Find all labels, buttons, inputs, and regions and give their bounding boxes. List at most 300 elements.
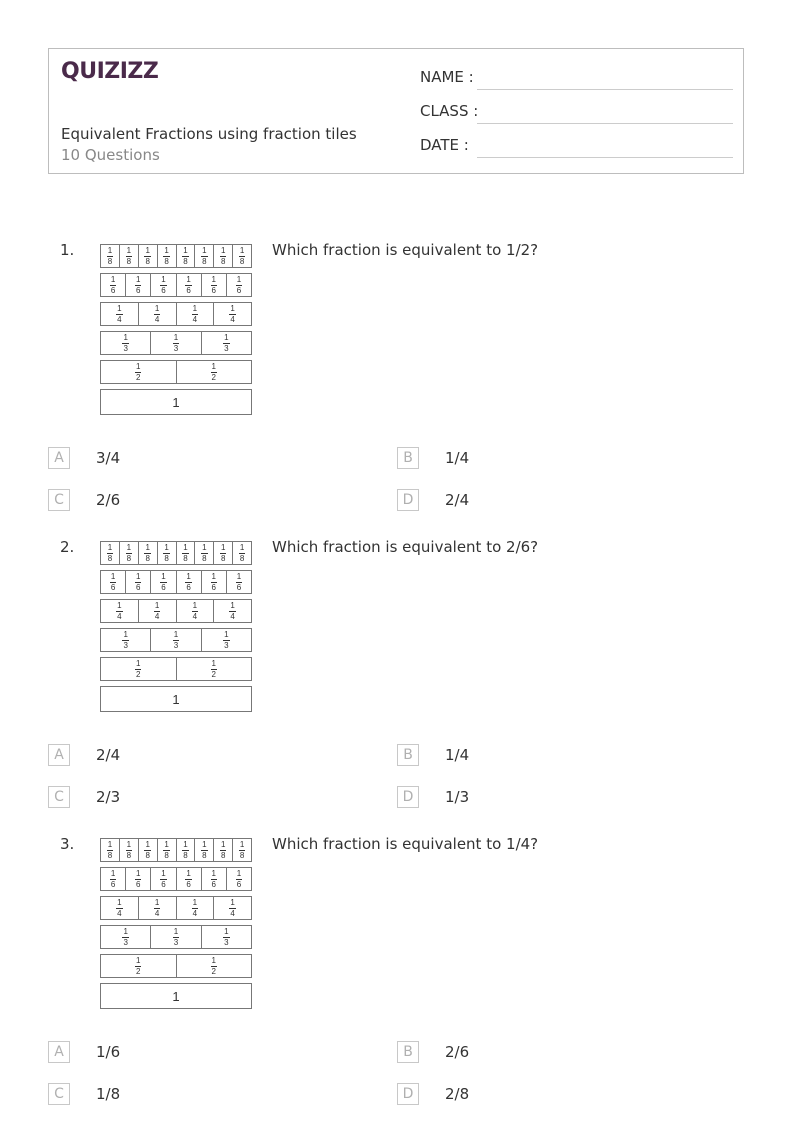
tile-fraction bbox=[107, 544, 113, 563]
tile-denominator: 8 bbox=[126, 256, 132, 266]
tile-denominator: 3 bbox=[224, 640, 229, 650]
tile-denominator: 8 bbox=[183, 850, 188, 860]
tile-denominator: 4 bbox=[192, 314, 198, 324]
tile-fraction bbox=[223, 631, 229, 650]
class-label: CLASS : bbox=[420, 102, 479, 120]
tile-fraction bbox=[144, 841, 150, 860]
fraction-tile bbox=[176, 599, 215, 623]
whole-tile bbox=[100, 686, 252, 712]
option-letter-box[interactable]: A bbox=[48, 1041, 70, 1063]
tile-denominator: 4 bbox=[117, 908, 122, 918]
tile-fraction bbox=[192, 602, 198, 621]
whole-label: 1 bbox=[172, 394, 180, 410]
option-letter-box[interactable]: B bbox=[397, 1041, 419, 1063]
tile-denominator: 6 bbox=[211, 285, 216, 295]
fraction-tile bbox=[176, 838, 196, 862]
tile-numerator: 1 bbox=[123, 926, 128, 936]
fraction-tile bbox=[176, 302, 215, 326]
tile-fraction bbox=[229, 602, 235, 621]
fraction-tile bbox=[232, 244, 252, 268]
tile-denominator: 4 bbox=[192, 908, 198, 918]
fraction-tile bbox=[176, 273, 202, 297]
option-letter-box[interactable]: C bbox=[48, 489, 70, 511]
tile-denominator: 8 bbox=[145, 553, 150, 563]
tile-fraction bbox=[182, 544, 188, 563]
fraction-tile bbox=[226, 867, 252, 891]
tile-numerator: 1 bbox=[136, 955, 141, 965]
tile-numerator: 1 bbox=[224, 332, 229, 342]
tile-fraction bbox=[192, 899, 198, 918]
tile-numerator: 1 bbox=[145, 542, 150, 552]
tile-numerator: 1 bbox=[211, 361, 216, 371]
tile-row-whole bbox=[100, 983, 252, 1009]
tile-denominator: 6 bbox=[136, 879, 141, 889]
tile-fraction bbox=[185, 573, 191, 592]
tile-numerator: 1 bbox=[136, 658, 141, 668]
option-letter-box[interactable]: D bbox=[397, 786, 419, 808]
fraction-tile bbox=[138, 302, 177, 326]
tile-denominator: 8 bbox=[183, 553, 188, 563]
tile-fraction bbox=[110, 870, 116, 889]
tile-denominator: 6 bbox=[136, 285, 141, 295]
tile-denominator: 6 bbox=[136, 582, 141, 592]
tile-fraction bbox=[160, 276, 166, 295]
tile-denominator: 2 bbox=[211, 669, 216, 679]
tile-row-8ths bbox=[100, 244, 252, 268]
fraction-tile bbox=[100, 867, 126, 891]
tile-fraction bbox=[135, 660, 141, 679]
fraction-tile bbox=[125, 570, 151, 594]
tile-row-8ths bbox=[100, 838, 252, 862]
tile-fraction bbox=[185, 870, 191, 889]
tile-numerator: 1 bbox=[136, 274, 141, 284]
fraction-tile bbox=[125, 867, 151, 891]
tile-row-6ths bbox=[100, 867, 252, 891]
tile-numerator: 1 bbox=[192, 600, 198, 610]
option-text[interactable]: 1/4 bbox=[445, 449, 470, 467]
tile-numerator: 1 bbox=[126, 839, 132, 849]
question-number: 2. bbox=[60, 538, 75, 556]
tile-fraction bbox=[211, 363, 217, 382]
option-text[interactable]: 3/4 bbox=[96, 449, 121, 467]
tile-denominator: 3 bbox=[173, 640, 179, 650]
tile-fraction bbox=[116, 305, 122, 324]
tile-fraction bbox=[126, 247, 132, 266]
option-text[interactable]: 2/3 bbox=[96, 788, 121, 806]
tile-fraction bbox=[239, 544, 245, 563]
fraction-tile bbox=[176, 954, 253, 978]
tile-numerator: 1 bbox=[145, 245, 150, 255]
tile-fraction bbox=[126, 544, 132, 563]
tile-fraction bbox=[185, 276, 191, 295]
tile-numerator: 1 bbox=[183, 839, 188, 849]
tile-denominator: 8 bbox=[220, 850, 226, 860]
fraction-tile bbox=[100, 570, 126, 594]
tile-denominator: 8 bbox=[220, 256, 226, 266]
tile-numerator: 1 bbox=[161, 274, 166, 284]
tile-fraction bbox=[223, 334, 229, 353]
tile-fraction bbox=[173, 631, 179, 650]
tile-denominator: 4 bbox=[230, 314, 235, 324]
fraction-tile bbox=[138, 541, 158, 565]
tile-fraction bbox=[154, 305, 160, 324]
tile-fraction bbox=[182, 841, 188, 860]
tile-denominator: 8 bbox=[164, 553, 169, 563]
tile-denominator: 8 bbox=[220, 553, 226, 563]
tile-numerator: 1 bbox=[236, 571, 242, 581]
tile-numerator: 1 bbox=[173, 926, 179, 936]
tile-numerator: 1 bbox=[145, 839, 150, 849]
tile-fraction bbox=[173, 334, 179, 353]
fraction-tile bbox=[176, 657, 253, 681]
date-label: DATE : bbox=[420, 136, 469, 154]
tile-numerator: 1 bbox=[239, 542, 245, 552]
fraction-tile bbox=[232, 541, 252, 565]
tile-fraction bbox=[154, 602, 160, 621]
tile-row-4ths bbox=[100, 302, 252, 326]
tile-fraction bbox=[160, 870, 166, 889]
fraction-tile bbox=[150, 570, 176, 594]
tile-fraction bbox=[211, 276, 217, 295]
tile-denominator: 4 bbox=[154, 908, 160, 918]
tile-denominator: 6 bbox=[211, 582, 216, 592]
question-count: 10 Questions bbox=[61, 146, 160, 164]
tile-fraction bbox=[144, 247, 150, 266]
tile-denominator: 6 bbox=[110, 582, 116, 592]
question-text: Which fraction is equivalent to 2/6? bbox=[272, 538, 539, 556]
tile-numerator: 1 bbox=[230, 600, 235, 610]
class-field[interactable] bbox=[477, 123, 733, 124]
tile-numerator: 1 bbox=[230, 303, 235, 313]
tile-numerator: 1 bbox=[164, 839, 169, 849]
tile-row-8ths bbox=[100, 541, 252, 565]
fraction-tile bbox=[176, 867, 202, 891]
tile-denominator: 6 bbox=[211, 879, 216, 889]
tile-denominator: 8 bbox=[239, 256, 245, 266]
fraction-tile bbox=[150, 867, 176, 891]
tile-denominator: 8 bbox=[126, 553, 132, 563]
tile-numerator: 1 bbox=[192, 897, 198, 907]
tile-denominator: 2 bbox=[211, 966, 216, 976]
fraction-tile bbox=[176, 541, 196, 565]
fraction-tile bbox=[176, 360, 253, 384]
tile-fraction bbox=[236, 276, 242, 295]
tile-numerator: 1 bbox=[123, 332, 128, 342]
tile-numerator: 1 bbox=[183, 245, 188, 255]
tile-numerator: 1 bbox=[161, 571, 166, 581]
tile-fraction bbox=[163, 841, 169, 860]
fraction-tile bbox=[100, 925, 151, 949]
tile-fraction bbox=[239, 247, 245, 266]
option-letter-box[interactable]: A bbox=[48, 744, 70, 766]
option-letter-box[interactable]: B bbox=[397, 447, 419, 469]
tile-numerator: 1 bbox=[236, 274, 242, 284]
worksheet-header bbox=[48, 48, 744, 174]
tile-denominator: 4 bbox=[230, 611, 235, 621]
fraction-tile bbox=[201, 867, 227, 891]
fraction-tile bbox=[100, 541, 120, 565]
tile-denominator: 6 bbox=[110, 879, 116, 889]
tile-fraction bbox=[192, 305, 198, 324]
tile-row-6ths bbox=[100, 273, 252, 297]
tile-numerator: 1 bbox=[107, 245, 113, 255]
option-text[interactable]: 2/4 bbox=[96, 746, 121, 764]
tile-numerator: 1 bbox=[173, 629, 179, 639]
tile-fraction bbox=[122, 631, 128, 650]
option-text[interactable]: 1/8 bbox=[96, 1085, 121, 1103]
tile-fraction bbox=[239, 841, 245, 860]
whole-tile bbox=[100, 983, 252, 1009]
tile-numerator: 1 bbox=[239, 245, 245, 255]
fraction-tile bbox=[100, 896, 139, 920]
fraction-tile bbox=[150, 331, 201, 355]
tile-numerator: 1 bbox=[110, 571, 116, 581]
tile-denominator: 8 bbox=[107, 553, 113, 563]
tile-row-2ths bbox=[100, 954, 252, 978]
tile-denominator: 8 bbox=[202, 553, 207, 563]
option-letter-box[interactable]: D bbox=[397, 489, 419, 511]
fraction-tile bbox=[157, 838, 177, 862]
tile-fraction bbox=[201, 544, 207, 563]
fraction-tile bbox=[100, 628, 151, 652]
tile-numerator: 1 bbox=[126, 245, 132, 255]
tile-row-4ths bbox=[100, 896, 252, 920]
tile-fraction bbox=[122, 334, 128, 353]
fraction-tile bbox=[213, 838, 233, 862]
tile-denominator: 6 bbox=[236, 582, 242, 592]
tile-fraction bbox=[211, 870, 217, 889]
tile-fraction bbox=[220, 841, 226, 860]
tile-denominator: 2 bbox=[136, 372, 141, 382]
tile-denominator: 8 bbox=[202, 850, 207, 860]
worksheet-title: Equivalent Fractions using fraction tiles bbox=[61, 125, 357, 143]
tile-numerator: 1 bbox=[211, 955, 216, 965]
tile-denominator: 8 bbox=[164, 850, 169, 860]
tile-fraction bbox=[229, 305, 235, 324]
tile-numerator: 1 bbox=[220, 839, 226, 849]
fraction-tile bbox=[119, 541, 139, 565]
tile-numerator: 1 bbox=[136, 361, 141, 371]
tile-numerator: 1 bbox=[202, 245, 207, 255]
tile-denominator: 3 bbox=[173, 937, 179, 947]
tile-denominator: 8 bbox=[145, 850, 150, 860]
tile-denominator: 6 bbox=[236, 285, 242, 295]
tile-fraction bbox=[220, 544, 226, 563]
tile-fraction bbox=[110, 573, 116, 592]
tile-fraction bbox=[163, 544, 169, 563]
tile-row-whole bbox=[100, 389, 252, 415]
option-text[interactable]: 2/8 bbox=[445, 1085, 470, 1103]
tile-denominator: 6 bbox=[186, 582, 191, 592]
tile-denominator: 6 bbox=[161, 582, 166, 592]
name-field[interactable] bbox=[477, 89, 733, 90]
tile-numerator: 1 bbox=[220, 245, 226, 255]
tile-denominator: 4 bbox=[154, 611, 160, 621]
tile-denominator: 8 bbox=[183, 256, 188, 266]
tile-numerator: 1 bbox=[224, 926, 229, 936]
whole-label: 1 bbox=[172, 691, 180, 707]
tile-fraction bbox=[135, 870, 141, 889]
tile-numerator: 1 bbox=[136, 571, 141, 581]
tile-numerator: 1 bbox=[107, 839, 113, 849]
tile-fraction bbox=[211, 957, 217, 976]
tile-fraction bbox=[236, 870, 242, 889]
tile-numerator: 1 bbox=[236, 868, 242, 878]
tile-fraction bbox=[144, 544, 150, 563]
option-text[interactable]: 2/6 bbox=[445, 1043, 470, 1061]
tile-numerator: 1 bbox=[183, 542, 188, 552]
option-letter-box[interactable]: D bbox=[397, 1083, 419, 1105]
tile-denominator: 8 bbox=[202, 256, 207, 266]
tile-row-3ths bbox=[100, 331, 252, 355]
tile-denominator: 2 bbox=[136, 966, 141, 976]
tile-row-3ths bbox=[100, 628, 252, 652]
tile-row-6ths bbox=[100, 570, 252, 594]
fraction-tile bbox=[213, 244, 233, 268]
tile-numerator: 1 bbox=[154, 897, 160, 907]
tile-numerator: 1 bbox=[211, 274, 216, 284]
option-text[interactable]: 1/3 bbox=[445, 788, 470, 806]
fraction-tile bbox=[157, 541, 177, 565]
fraction-tile bbox=[176, 244, 196, 268]
fraction-tile bbox=[176, 570, 202, 594]
tile-denominator: 2 bbox=[211, 372, 216, 382]
fraction-tile bbox=[138, 838, 158, 862]
tile-fraction bbox=[107, 841, 113, 860]
tile-fraction bbox=[107, 247, 113, 266]
tile-numerator: 1 bbox=[230, 897, 235, 907]
tile-denominator: 8 bbox=[164, 256, 169, 266]
tile-fraction bbox=[211, 660, 217, 679]
fraction-tile bbox=[150, 925, 201, 949]
tile-numerator: 1 bbox=[154, 303, 160, 313]
tile-numerator: 1 bbox=[239, 839, 245, 849]
quizizz-logo: QUIZIZZ bbox=[61, 59, 159, 84]
tile-denominator: 3 bbox=[173, 343, 179, 353]
tile-denominator: 3 bbox=[224, 343, 229, 353]
tile-numerator: 1 bbox=[107, 542, 113, 552]
whole-label: 1 bbox=[172, 988, 180, 1004]
tile-denominator: 4 bbox=[230, 908, 235, 918]
tile-numerator: 1 bbox=[126, 542, 132, 552]
tile-numerator: 1 bbox=[186, 868, 191, 878]
tile-numerator: 1 bbox=[173, 332, 179, 342]
tile-numerator: 1 bbox=[164, 542, 169, 552]
tile-numerator: 1 bbox=[154, 600, 160, 610]
tile-numerator: 1 bbox=[110, 868, 116, 878]
tile-denominator: 6 bbox=[186, 879, 191, 889]
fraction-tile bbox=[213, 541, 233, 565]
tile-numerator: 1 bbox=[211, 868, 216, 878]
fraction-tile bbox=[138, 244, 158, 268]
fraction-tile bbox=[194, 541, 214, 565]
tile-denominator: 8 bbox=[145, 256, 150, 266]
tile-denominator: 8 bbox=[239, 850, 245, 860]
tile-fraction bbox=[122, 928, 128, 947]
tile-numerator: 1 bbox=[136, 868, 141, 878]
fraction-tile bbox=[150, 273, 176, 297]
date-field[interactable] bbox=[477, 157, 733, 158]
tile-numerator: 1 bbox=[202, 542, 207, 552]
fraction-tile bbox=[226, 570, 252, 594]
tile-numerator: 1 bbox=[117, 303, 122, 313]
name-label: NAME : bbox=[420, 68, 474, 86]
fraction-tile bbox=[213, 302, 252, 326]
fraction-tile bbox=[100, 838, 120, 862]
fraction-tile bbox=[201, 925, 252, 949]
option-letter-box[interactable]: A bbox=[48, 447, 70, 469]
question-number: 3. bbox=[60, 835, 75, 853]
tile-fraction bbox=[110, 276, 116, 295]
question-number: 1. bbox=[60, 241, 75, 259]
tile-denominator: 6 bbox=[110, 285, 116, 295]
tile-numerator: 1 bbox=[186, 274, 191, 284]
option-text[interactable]: 2/6 bbox=[96, 491, 121, 509]
tile-row-2ths bbox=[100, 657, 252, 681]
tile-denominator: 6 bbox=[161, 879, 166, 889]
fraction-tile bbox=[100, 302, 139, 326]
fraction-tile bbox=[150, 628, 201, 652]
tile-denominator: 3 bbox=[224, 937, 229, 947]
tile-numerator: 1 bbox=[161, 868, 166, 878]
fraction-tile bbox=[100, 360, 177, 384]
fraction-tile bbox=[194, 244, 214, 268]
tile-fraction bbox=[116, 602, 122, 621]
tile-numerator: 1 bbox=[117, 897, 122, 907]
fraction-tile bbox=[100, 954, 177, 978]
tile-fraction bbox=[160, 573, 166, 592]
whole-tile bbox=[100, 389, 252, 415]
fraction-tile bbox=[138, 896, 177, 920]
option-letter-box[interactable]: B bbox=[397, 744, 419, 766]
fraction-tile bbox=[201, 331, 252, 355]
tile-denominator: 4 bbox=[154, 314, 160, 324]
tile-numerator: 1 bbox=[211, 571, 216, 581]
option-text[interactable]: 1/4 bbox=[445, 746, 470, 764]
tile-numerator: 1 bbox=[186, 571, 191, 581]
fraction-tile bbox=[100, 331, 151, 355]
tile-denominator: 6 bbox=[236, 879, 242, 889]
tile-fraction bbox=[173, 928, 179, 947]
fraction-tile bbox=[119, 244, 139, 268]
tile-row-3ths bbox=[100, 925, 252, 949]
option-letter-box[interactable]: C bbox=[48, 786, 70, 808]
tile-denominator: 8 bbox=[126, 850, 132, 860]
fraction-tile bbox=[100, 273, 126, 297]
tile-row-4ths bbox=[100, 599, 252, 623]
tile-fraction bbox=[135, 363, 141, 382]
tile-numerator: 1 bbox=[224, 629, 229, 639]
tile-fraction bbox=[135, 957, 141, 976]
option-text[interactable]: 2/4 bbox=[445, 491, 470, 509]
tile-fraction bbox=[126, 841, 132, 860]
tile-fraction bbox=[236, 573, 242, 592]
tile-denominator: 2 bbox=[136, 669, 141, 679]
tile-denominator: 6 bbox=[186, 285, 191, 295]
fraction-tile bbox=[201, 570, 227, 594]
tile-denominator: 6 bbox=[161, 285, 166, 295]
fraction-tile bbox=[138, 599, 177, 623]
tile-fraction bbox=[135, 276, 141, 295]
option-text[interactable]: 1/6 bbox=[96, 1043, 121, 1061]
fraction-tile bbox=[232, 838, 252, 862]
option-letter-box[interactable]: C bbox=[48, 1083, 70, 1105]
question-text: Which fraction is equivalent to 1/2? bbox=[272, 241, 539, 259]
fraction-tile bbox=[201, 273, 227, 297]
tile-denominator: 3 bbox=[123, 343, 128, 353]
tile-denominator: 4 bbox=[192, 611, 198, 621]
tile-fraction bbox=[182, 247, 188, 266]
